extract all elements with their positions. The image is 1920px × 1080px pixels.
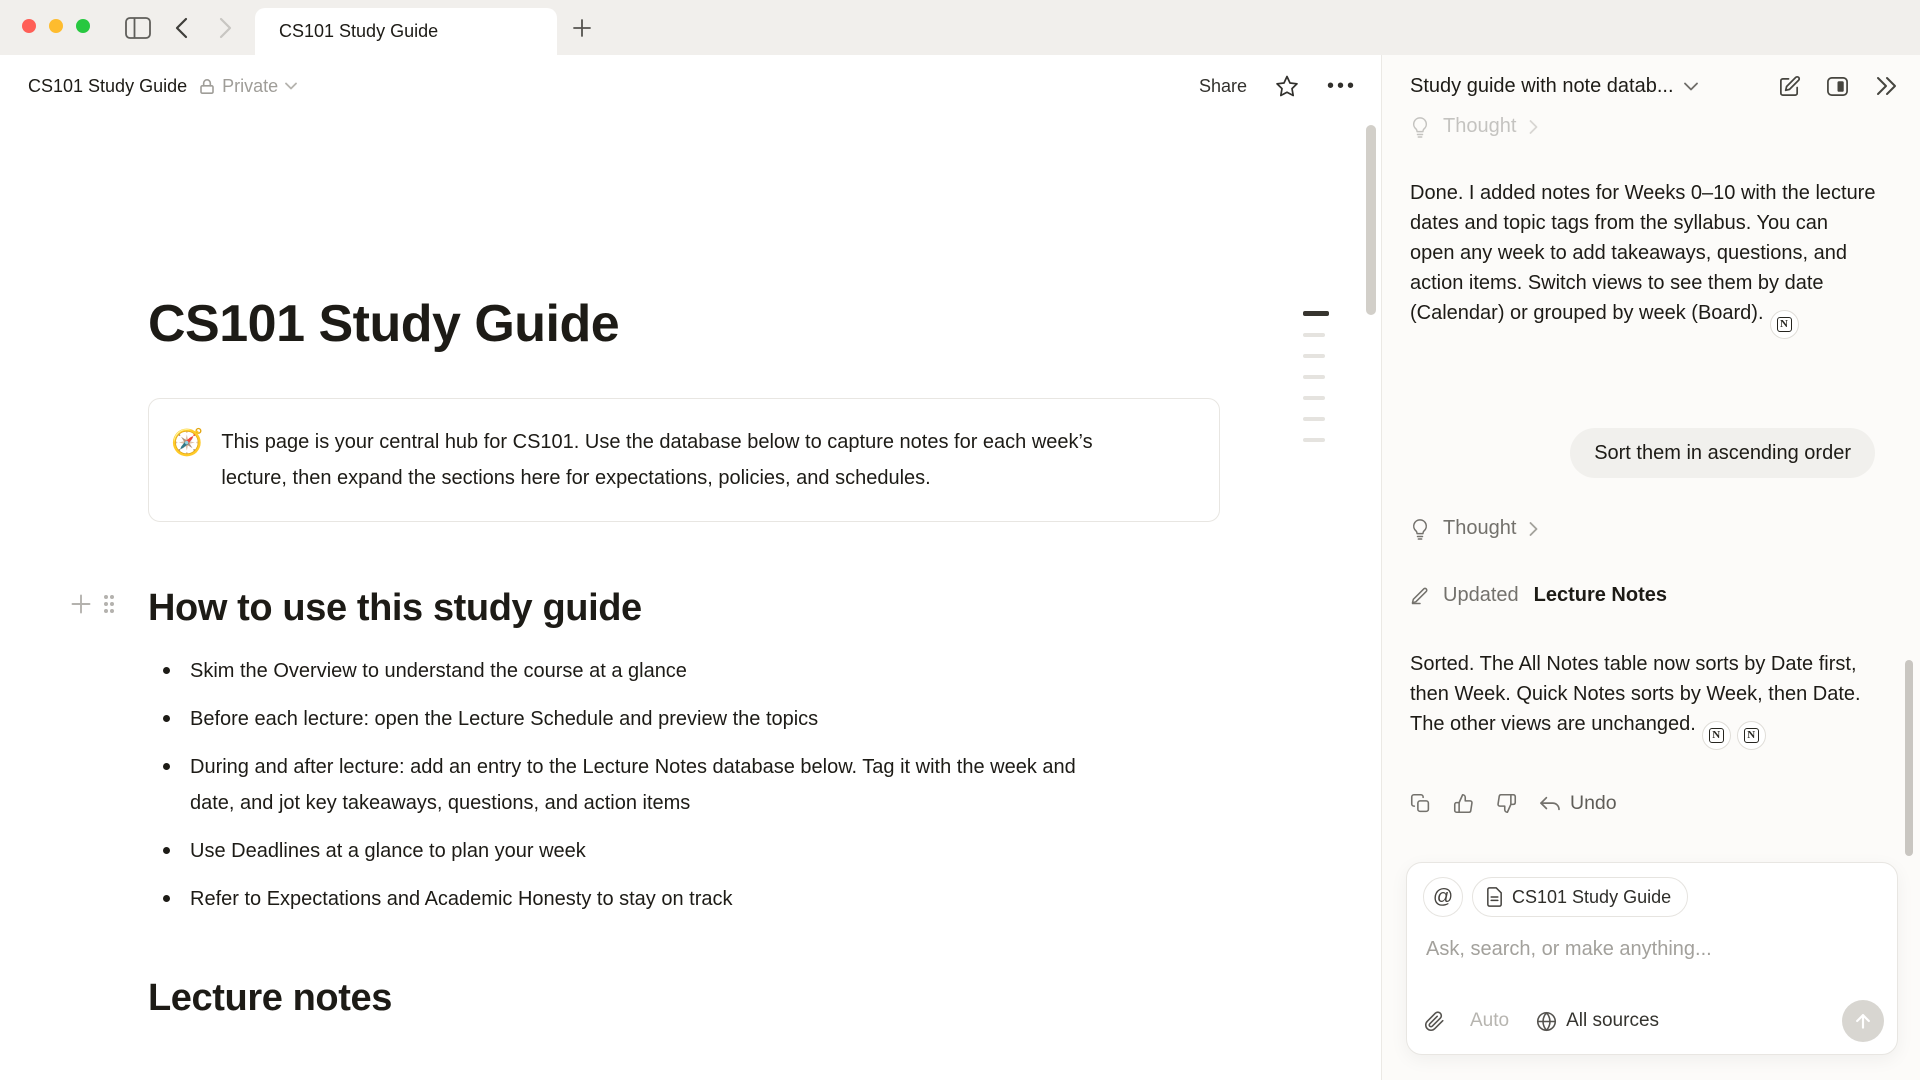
toc-item[interactable]	[1303, 438, 1325, 442]
new-tab-button[interactable]	[562, 0, 602, 55]
add-block-icon[interactable]	[70, 593, 92, 615]
assistant-message-text: Sorted. The All Notes table now sorts by Date first, then Week. Quick Notes sorts by Week, then Date. The other views are	[1410, 653, 1861, 735]
updated-row[interactable]	[1410, 584, 1667, 607]
undo-label: Undo	[1570, 792, 1617, 814]
notion-page-chip-icon[interactable]: N	[1702, 721, 1731, 750]
user-message-bubble	[1570, 428, 1875, 478]
zoom-button[interactable]	[76, 19, 90, 33]
assistant-message-text: unchanged.	[1591, 713, 1696, 735]
list-item[interactable]: Skim the Overview to understand the course at a glance	[148, 653, 1088, 689]
mention-button[interactable]	[1423, 877, 1463, 917]
toc-item[interactable]	[1303, 375, 1325, 379]
copy-icon[interactable]	[1410, 793, 1431, 814]
message-actions	[1410, 792, 1617, 815]
sources-selector[interactable]	[1536, 1010, 1659, 1032]
context-page-label: CS101 Study Guide	[1512, 886, 1672, 907]
thought-label: Thought	[1443, 517, 1517, 539]
undo-button[interactable]	[1539, 792, 1617, 815]
list-item[interactable]: Refer to Expectations and Academic Honesty to stay on track	[148, 881, 1088, 917]
breadcrumb[interactable]: CS101 Study Guide	[28, 75, 188, 96]
tab-title: CS101 Study Guide	[279, 21, 439, 41]
callout-text: This page is your central hub for CS101. Use the database below to capture notes for each week’s lecture, then expand the sections here for expectations, policies, and schedules.	[221, 431, 1093, 489]
toc-item[interactable]	[1303, 333, 1325, 337]
page-header	[0, 55, 1381, 117]
panel-toggle-icon[interactable]	[1826, 75, 1849, 98]
chat-composer[interactable]	[1406, 862, 1898, 1055]
send-button[interactable]	[1842, 1000, 1884, 1042]
at-icon: @	[1432, 885, 1454, 908]
sources-label: All sources	[1566, 1010, 1660, 1031]
block-hover-controls	[70, 593, 116, 615]
favorite-star-icon[interactable]	[1275, 74, 1299, 98]
lock-icon	[199, 78, 215, 95]
chevron-right-icon	[1529, 522, 1538, 536]
toc-indicator	[1303, 311, 1329, 459]
close-button[interactable]	[22, 19, 36, 33]
ai-assistant-panel	[1382, 55, 1920, 1080]
thought-label: Thought	[1443, 115, 1517, 137]
traffic-lights	[22, 19, 90, 33]
lightbulb-icon	[1410, 518, 1430, 540]
toc-item[interactable]	[1303, 354, 1325, 358]
section-heading-lecture-notes[interactable]: Lecture notes	[148, 977, 392, 1019]
panel-scrollbar[interactable]	[1905, 660, 1913, 856]
user-message-text: Sort them in ascending order	[1594, 441, 1851, 464]
new-chat-compose-icon[interactable]	[1778, 75, 1801, 98]
chevron-down-icon	[285, 82, 297, 90]
composer-input[interactable]: Ask, search, or make anything...	[1426, 938, 1712, 960]
pencil-edit-icon	[1410, 586, 1430, 606]
assistant-message-text: Done. I added notes for Weeks 0–10 with the lecture dates and topic tags from the syllabus. You can open any week to add takeaways, questions, and action items. Switch views to see them by date (Calendar) or grouped by	[1410, 182, 1876, 324]
window-tab-bar	[0, 0, 1920, 55]
document-body	[148, 293, 1220, 1022]
privacy-label: Private	[222, 75, 279, 96]
toc-item[interactable]	[1303, 396, 1325, 400]
notion-page-chip-icon[interactable]: N	[1770, 310, 1799, 339]
list-item[interactable]: Before each lecture: open the Lecture Schedule and preview the topics	[148, 701, 1088, 737]
privacy-control[interactable]	[199, 76, 297, 97]
section-heading[interactable]: How to use this study guide	[148, 587, 642, 629]
chevrons-right-icon[interactable]	[1874, 76, 1898, 96]
updated-label: Updated	[1443, 584, 1519, 606]
thread-selector[interactable]	[1410, 75, 1778, 98]
toc-item[interactable]	[1303, 311, 1329, 316]
chevron-down-icon	[1684, 82, 1698, 91]
minimize-button[interactable]	[49, 19, 63, 33]
page-title[interactable]: CS101 Study Guide	[148, 295, 620, 353]
assistant-message-text: week (Board).	[1639, 302, 1764, 324]
list-item[interactable]: Use Deadlines at a glance to plan your week	[148, 833, 1088, 869]
drag-handle-icon[interactable]	[102, 593, 116, 615]
compass-icon: 🧭	[171, 427, 204, 457]
sidebar-toggle-icon[interactable]	[118, 0, 158, 55]
list-item[interactable]: During and after lecture: add an entry to the Lecture Notes database below. Tag it with the week and date, and jot key takeaways, questions, and action items	[148, 749, 1088, 821]
notion-page-chip-icon[interactable]: N	[1737, 721, 1766, 750]
thought-row-faded[interactable]	[1410, 115, 1538, 138]
document-icon	[1486, 887, 1503, 907]
assistant-message	[1410, 649, 1878, 750]
undo-arrow-icon	[1539, 795, 1561, 813]
attach-paperclip-icon[interactable]	[1424, 1011, 1445, 1032]
thought-row[interactable]	[1410, 517, 1538, 540]
context-page-chip[interactable]	[1472, 877, 1688, 917]
forward-button[interactable]	[208, 0, 242, 55]
lightbulb-icon	[1410, 116, 1430, 138]
thumbs-up-icon[interactable]	[1453, 793, 1474, 814]
globe-icon	[1536, 1011, 1557, 1032]
share-button[interactable]: Share	[1198, 75, 1247, 96]
back-button[interactable]	[164, 0, 198, 55]
updated-target-page[interactable]: Lecture Notes	[1533, 584, 1667, 606]
arrow-up-icon	[1853, 1011, 1873, 1031]
assistant-header	[1382, 55, 1920, 117]
thread-title: Study guide with note datab...	[1410, 74, 1674, 97]
main-scrollbar[interactable]	[1366, 125, 1376, 315]
assistant-message	[1410, 178, 1878, 339]
thumbs-down-icon[interactable]	[1496, 793, 1517, 814]
chevron-right-icon	[1529, 120, 1538, 134]
more-options-button[interactable]: •••	[1326, 74, 1357, 97]
callout-block[interactable]	[148, 398, 1220, 522]
bullet-list	[148, 653, 1220, 917]
mode-selector[interactable]: Auto	[1470, 1010, 1510, 1031]
toc-item[interactable]	[1303, 417, 1325, 421]
tab-cs101-study-guide[interactable]	[255, 8, 557, 55]
